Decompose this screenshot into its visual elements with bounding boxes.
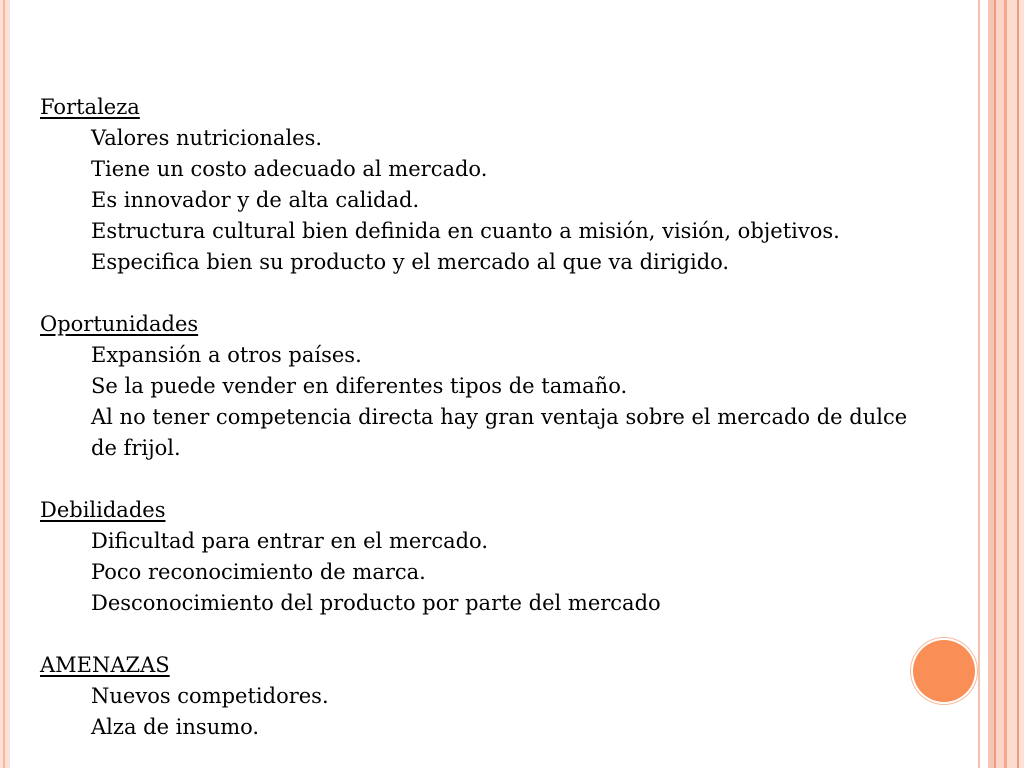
stripe <box>1007 0 1017 768</box>
list-item: Al no tener competencia directa hay gran ventaja sobre el mercado de dulce de frijol. <box>91 405 908 460</box>
list-item: Desconocimiento del producto por parte del mercado <box>91 591 661 615</box>
section-fortaleza <box>40 92 940 278</box>
right-decorative-stripes <box>978 0 1024 768</box>
section-heading: Oportunidades <box>40 312 199 336</box>
section-amenazas <box>40 650 940 743</box>
stripe <box>980 0 988 768</box>
list-item: Especifica bien su producto y el mercado al que va dirigido. <box>91 250 730 274</box>
section-debilidades <box>40 495 940 619</box>
list-item: Dificultad para entrar en el mercado. <box>91 529 489 553</box>
left-decorative-border <box>0 0 10 768</box>
slide-body <box>40 92 940 774</box>
list-item: Nuevos competidores. <box>91 684 329 708</box>
stripe <box>996 0 1004 768</box>
left-border-line <box>3 0 5 768</box>
list-item: Valores nutricionales. <box>91 126 323 150</box>
list-item: Es innovador y de alta calidad. <box>91 188 420 212</box>
list-item: Alza de insumo. <box>91 715 260 739</box>
list-item: Se la puede vender en diferentes tipos de tamaño. <box>91 374 628 398</box>
list-item: Tiene un costo adecuado al mercado. <box>91 157 488 181</box>
section-heading: Fortaleza <box>40 95 140 119</box>
list-item: Poco reconocimiento de marca. <box>91 560 426 584</box>
list-item: Expansión a otros países. <box>91 343 362 367</box>
section-oportunidades <box>40 309 940 464</box>
section-heading: AMENAZAS <box>40 653 170 677</box>
list-item: Estructura cultural bien definida en cuanto a misión, visión, objetivos. <box>91 219 840 243</box>
stripe <box>1019 0 1024 768</box>
section-heading: Debilidades <box>40 498 166 522</box>
